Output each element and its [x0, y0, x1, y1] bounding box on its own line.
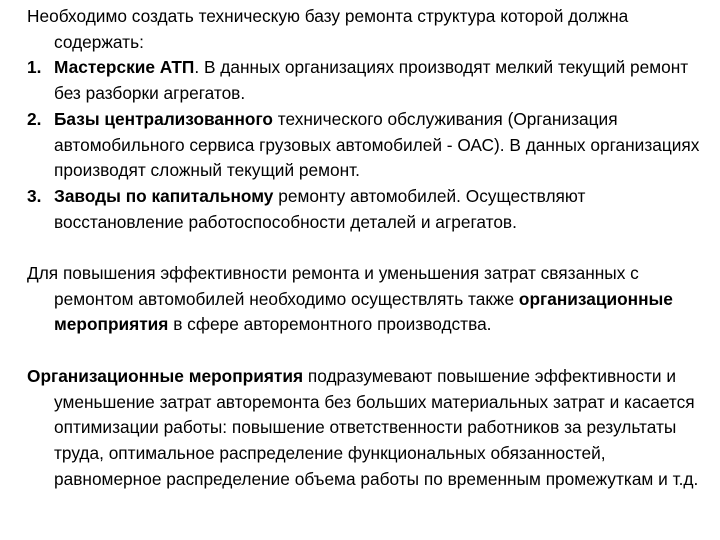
paragraph-text: подразумевают повышение эффективности и уменьшение затрат авторемонта без больших материальных затрат и касается оптимизации работы: повышение ответственности работников за результаты труда, оптимальное распределение функциональных обязанностей, равномерное распределение объема работы по временным промежуткам и т.д. — [54, 365, 699, 489]
list-item-text: ремонту автомобилей. Осуществляют восстановление работоспособности деталей и агрегатов. — [54, 185, 586, 232]
list-item-bold: Базы централизованного — [54, 108, 273, 129]
paragraph-bold: Организационные мероприятия — [27, 365, 304, 386]
spacer — [27, 235, 720, 261]
list-number: 1. — [27, 57, 42, 78]
numbered-list — [27, 55, 720, 235]
list-item-text: . В данных организациях производят мелкий текущий ремонт без разборки агрегатов. — [54, 57, 689, 104]
measures-paragraph — [27, 364, 714, 493]
paragraph-text: в сфере авторемонтного производства. — [168, 314, 492, 335]
list-item-bold: Мастерские АТП — [54, 57, 195, 78]
list-item-text: технического обслуживания (Организация автомобильного сервиса грузовых автомобилей - ОАС). В данных организациях производят сложный текущий ремонт. — [54, 108, 700, 181]
list-number: 2. — [27, 108, 42, 129]
list-item — [27, 55, 714, 106]
list-item-bold: Заводы по капитальному — [54, 185, 274, 206]
list-item — [27, 184, 714, 235]
paragraph-text: Для повышения эффективности ремонта и уменьшения затрат связанных с ремонтом автомобилей необходимо осуществлять также — [27, 263, 639, 309]
efficiency-paragraph — [27, 261, 714, 338]
intro-paragraph: Необходимо создать техническую базу ремонта структура которой должна содержать: — [27, 6, 629, 52]
paragraph-bold: организационные мероприятия — [54, 288, 673, 335]
list-item — [27, 107, 714, 184]
list-number: 3. — [27, 185, 42, 206]
spacer — [27, 338, 720, 364]
